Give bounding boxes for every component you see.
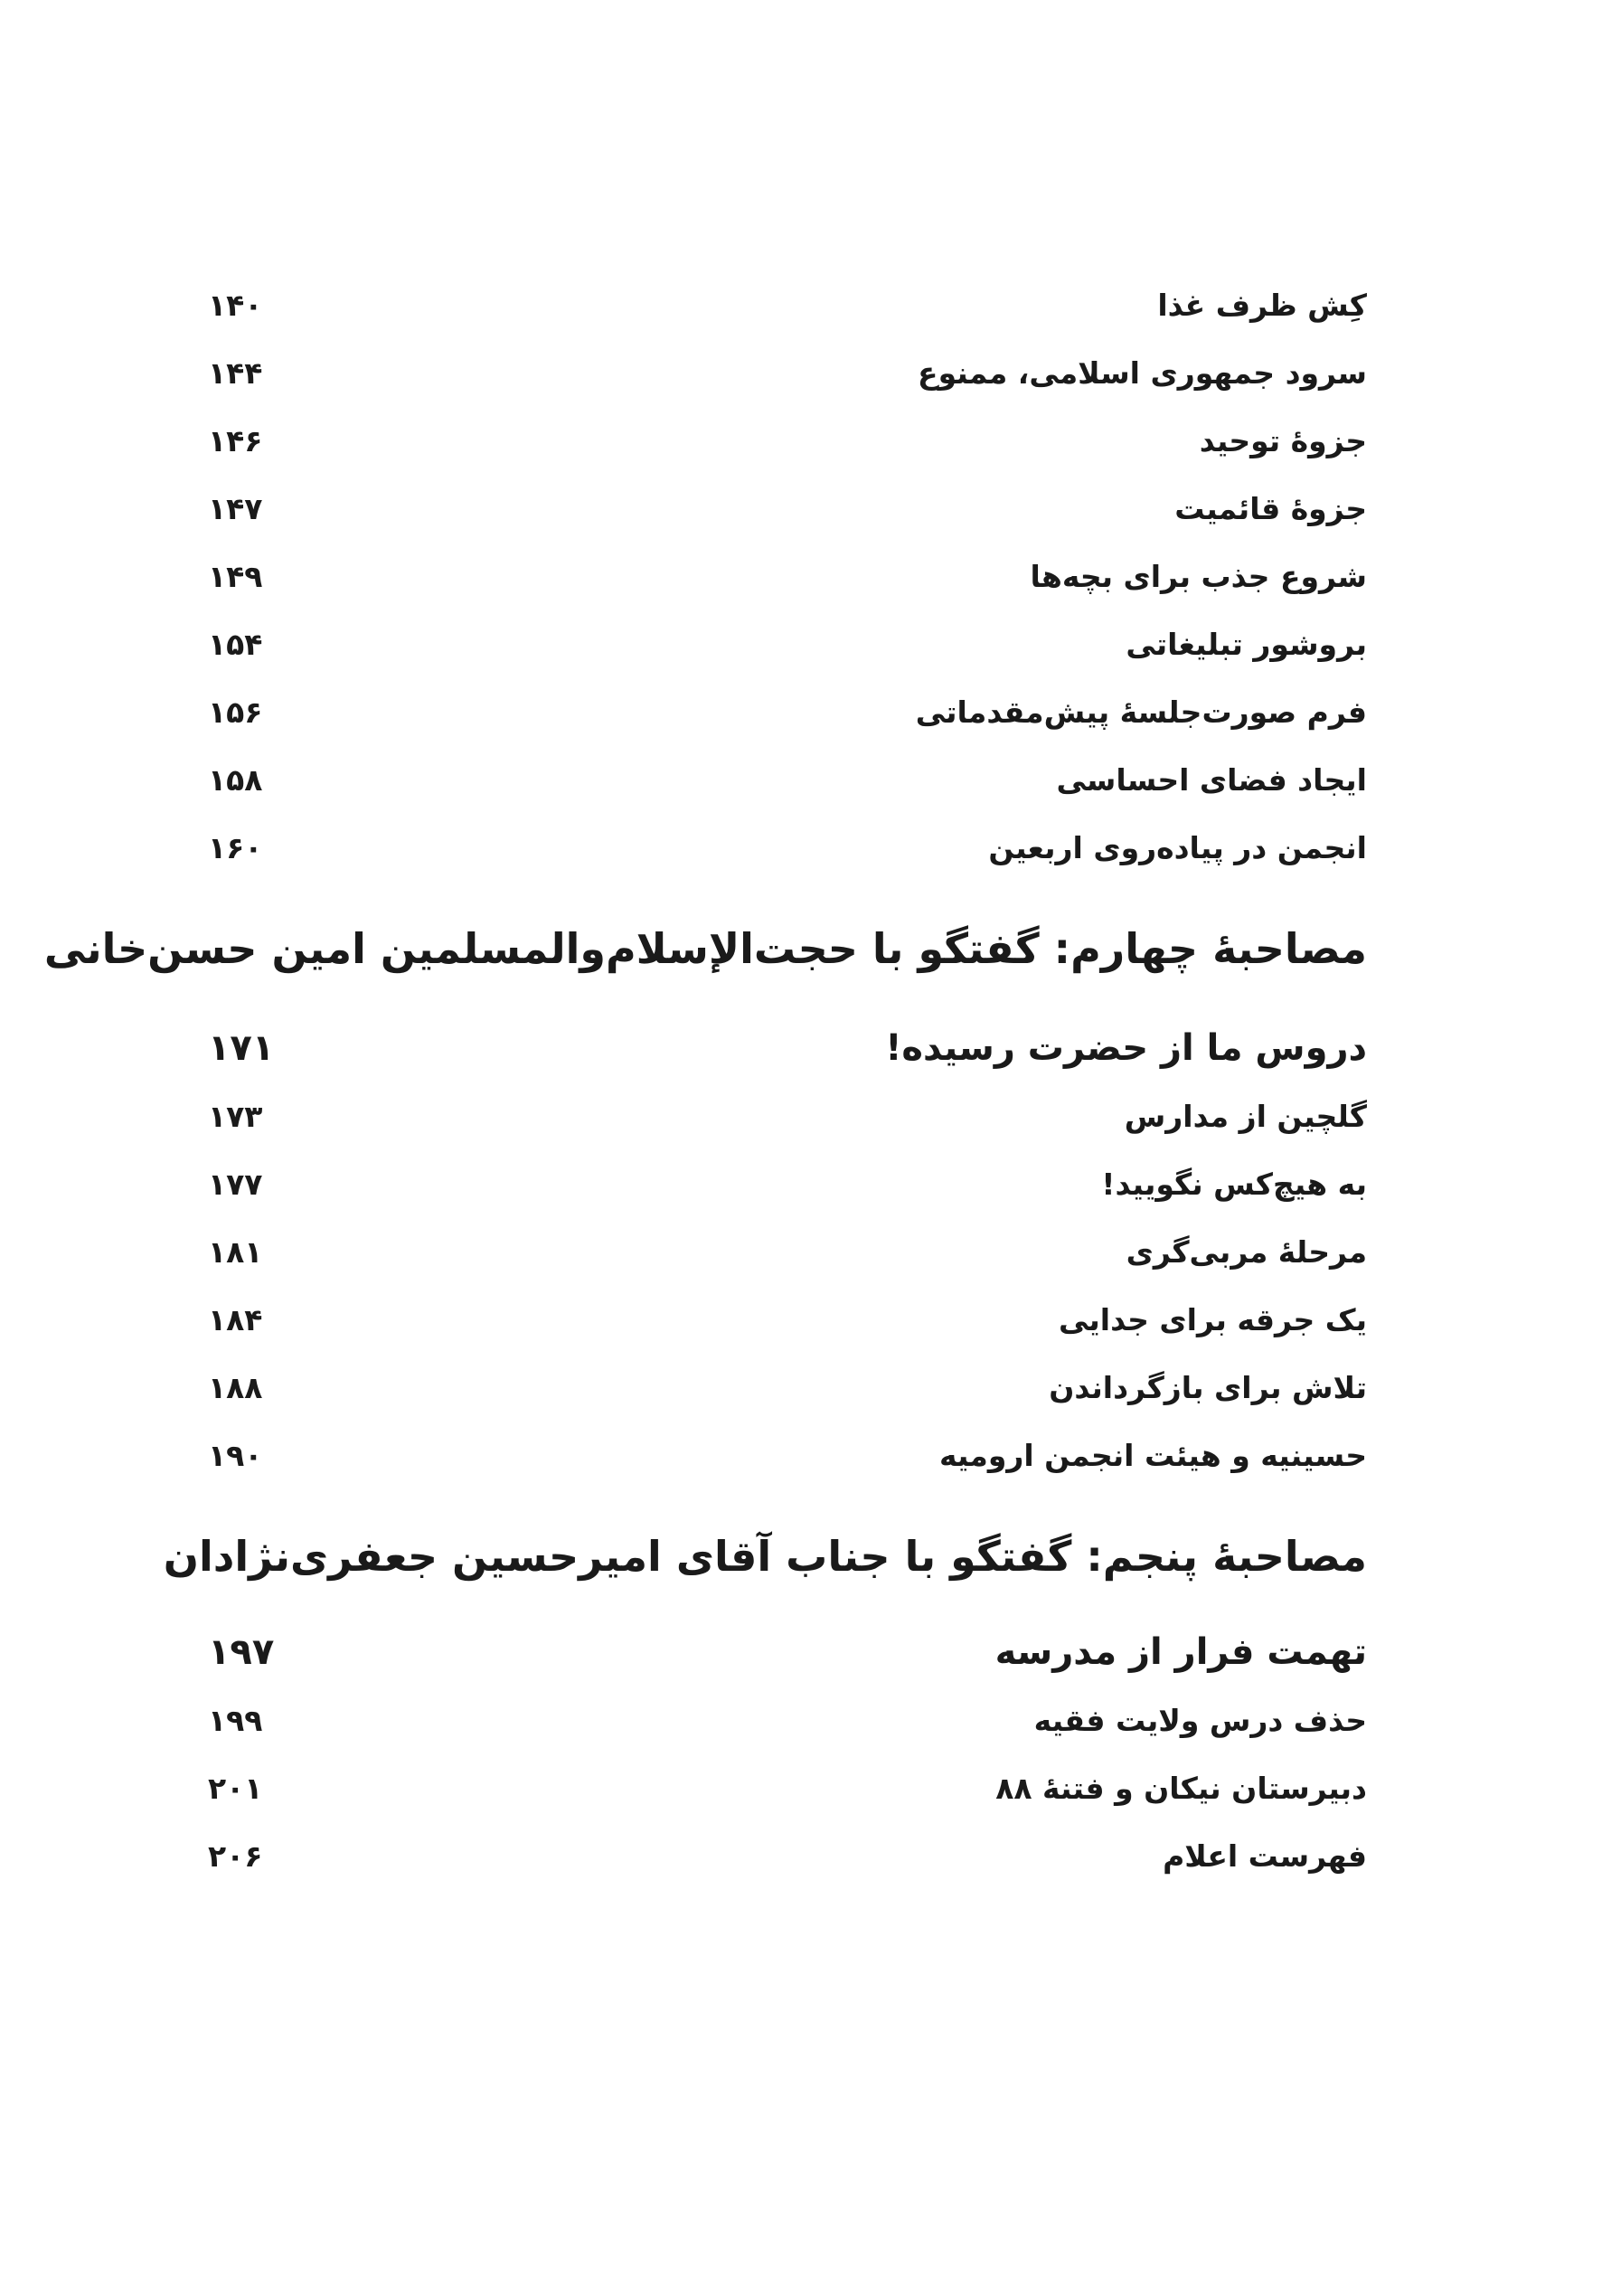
toc-entry-page: ۱۵۶ <box>208 694 263 730</box>
toc-entry-page: ۱۵۸ <box>208 762 263 798</box>
toc-entry-page: ۱۴۶ <box>208 423 263 458</box>
toc-entry-title: دبیرستان نیکان و فتنۀ ۸۸ <box>995 1771 1367 1806</box>
toc-entry-title: دروس ما از حضرت رسیده! <box>885 1027 1367 1069</box>
toc-entry-title: کِش ظرف غذا <box>1157 288 1367 323</box>
toc-entry-title: تهمت فرار از مدرسه <box>994 1631 1367 1673</box>
toc-entry-title: مرحلۀ مربی‌گری <box>1126 1234 1367 1270</box>
toc-entry-page: ۱۴۷ <box>208 491 263 526</box>
toc-entry-title: ایجاد فضای احساسی <box>1056 762 1367 798</box>
toc-entry-page: ۱۵۴ <box>208 627 263 662</box>
toc-entry-title: شروع جذب برای بچه‌ها <box>1030 559 1367 594</box>
toc-entry[interactable] <box>208 543 1367 610</box>
toc-entry-title: جزوۀ توحید <box>1199 423 1367 458</box>
toc-entry-title: فهرست اعلام <box>1163 1838 1367 1874</box>
toc-entry-page: ۱۴۴ <box>208 355 263 391</box>
toc-entry-page: ۱۸۱ <box>208 1234 263 1270</box>
toc-entry[interactable] <box>208 408 1367 475</box>
toc-entry[interactable] <box>208 1287 1367 1354</box>
toc-entry-page: ۱۸۸ <box>208 1370 263 1405</box>
toc-entry[interactable] <box>208 1422 1367 1489</box>
toc-entry-title: جزوۀ قائمیت <box>1174 491 1367 526</box>
toc-entry-page: ۱۷۷ <box>208 1167 263 1202</box>
toc-entry-page: ۱۴۰ <box>208 288 263 323</box>
toc-entry[interactable] <box>208 815 1367 882</box>
toc-entry-title: بروشور تبلیغاتی <box>1126 627 1367 662</box>
toc-entry[interactable] <box>208 1219 1367 1286</box>
toc-entry-page: ۱۹۷ <box>208 1631 275 1673</box>
toc-entry[interactable] <box>208 1355 1367 1422</box>
section-heading: مصاحبۀ چهارم: گفتگو با حجت‌الإسلام‌والمسلمین امین حسن‌خانی <box>43 924 1367 973</box>
toc-entry-title: یک جرقه برای جدایی <box>1059 1302 1367 1337</box>
toc-entry[interactable] <box>208 1083 1367 1150</box>
toc-entry[interactable] <box>208 1687 1367 1754</box>
toc-entry-page: ۱۹۹ <box>208 1703 263 1738</box>
toc-entry[interactable] <box>208 1755 1367 1822</box>
toc-entry-page: ۱۹۰ <box>208 1438 263 1473</box>
toc-entry-title: حسینیه و هیئت انجمن ارومیه <box>938 1438 1367 1473</box>
toc-entry-title: تلاش برای بازگرداندن <box>1049 1370 1367 1405</box>
toc-entry-page: ۱۸۴ <box>208 1302 263 1337</box>
toc-entry[interactable] <box>208 1823 1367 1890</box>
toc-entry[interactable] <box>208 272 1367 339</box>
toc-entry-page: ۱۴۹ <box>208 559 263 594</box>
toc-entry-title: حذف درس ولایت فقیه <box>1033 1703 1367 1738</box>
toc-entry[interactable] <box>208 1151 1367 1218</box>
toc-entry[interactable] <box>208 476 1367 543</box>
toc-entry-title: گلچین از مدارس <box>1124 1099 1367 1134</box>
toc-entry[interactable] <box>208 1619 1367 1686</box>
toc-entry[interactable] <box>208 1015 1367 1082</box>
toc-entry-title: فرم صورت‌جلسۀ پیش‌مقدماتی <box>915 694 1367 730</box>
toc-entry[interactable] <box>208 747 1367 814</box>
toc-entry[interactable] <box>208 679 1367 746</box>
toc-entry-page: ۱۶۰ <box>208 830 263 865</box>
section-heading: مصاحبۀ پنجم: گفتگو با جناب آقای امیرحسین جعفری‌نژادان <box>163 1532 1367 1581</box>
toc-entry[interactable] <box>208 611 1367 678</box>
toc-entry-title: انجمن در پیاده‌روی اربعین <box>988 830 1367 865</box>
toc-entry-page: ۲۰۱ <box>208 1771 263 1806</box>
toc-entry-page: ۱۷۱ <box>208 1027 275 1069</box>
toc-entry-title: به هیچ‌کس نگویید! <box>1101 1167 1367 1202</box>
toc-entry-page: ۱۷۳ <box>208 1099 263 1134</box>
toc-entry-page: ۲۰۶ <box>208 1838 263 1874</box>
toc-entry-title: سرود جمهوری اسلامی، ممنوع <box>918 355 1367 391</box>
toc-entry[interactable] <box>208 340 1367 407</box>
